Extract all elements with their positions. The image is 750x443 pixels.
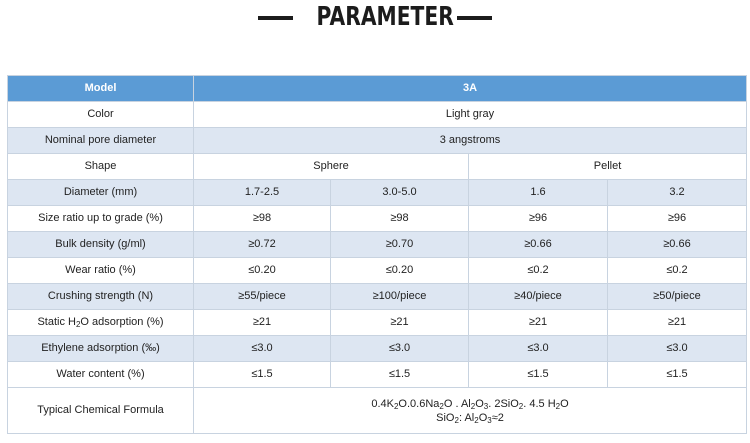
formula-part: 0.4K [371, 397, 394, 410]
formula-line-1 [194, 397, 746, 411]
formula-part: . 4.5 H [523, 397, 556, 410]
formula-subscript: 2 [474, 415, 479, 425]
cell-value: ≥21 [194, 310, 331, 336]
row-value: 3 angstroms [194, 128, 747, 154]
cell-value: ≥96 [608, 206, 747, 232]
table-row-water-content [8, 362, 747, 388]
formula-part: O [475, 397, 484, 410]
cell-value: ≤3.0 [194, 336, 331, 362]
cell-value: ≥0.66 [469, 232, 608, 258]
row-label: Nominal pore diameter [8, 128, 194, 154]
shape-sphere: Sphere [194, 154, 469, 180]
formula-subscript: 3 [487, 415, 492, 425]
cell-value: ≤1.5 [331, 362, 469, 388]
row-label: Size ratio up to grade (%) [8, 206, 194, 232]
model-header-value: 3A [194, 76, 747, 102]
table-row-shape [8, 154, 747, 180]
parameter-table [7, 75, 747, 434]
table-row-diameter [8, 180, 747, 206]
page-heading [0, 0, 750, 40]
formula-part: O [560, 397, 569, 410]
cell-value: ≤0.2 [608, 258, 747, 284]
formula-subscript: 2 [555, 401, 561, 411]
cell-value: ≥100/piece [331, 284, 469, 310]
cell-value: ≤0.2 [469, 258, 608, 284]
row-label: Crushing strength (N) [8, 284, 194, 310]
formula-part: : Al [458, 411, 475, 424]
cell-value: ≥21 [608, 310, 747, 336]
row-label: Water content (%) [8, 362, 194, 388]
cell-value: ≤1.5 [194, 362, 331, 388]
label-subscript: 2 [75, 320, 81, 329]
table-header-row [8, 76, 747, 102]
cell-value: ≥0.70 [331, 232, 469, 258]
formula-subscript: 3 [483, 401, 489, 411]
row-label: Color [8, 102, 194, 128]
formula-part: SiO [436, 411, 455, 424]
label-part: O adsorption (%) [80, 316, 164, 328]
row-label: Bulk density (g/ml) [8, 232, 194, 258]
cell-value: 1.7-2.5 [194, 180, 331, 206]
table-row-crushing-strength [8, 284, 747, 310]
formula-part: ≈2 [491, 411, 504, 424]
table-row-ethylene [8, 336, 747, 362]
table-row-static-h2o [8, 310, 747, 336]
cell-value: 3.2 [608, 180, 747, 206]
cell-value: ≥21 [331, 310, 469, 336]
cell-value: ≥55/piece [194, 284, 331, 310]
row-label: Diameter (mm) [8, 180, 194, 206]
table-row-wear-ratio [8, 258, 747, 284]
cell-value: 1.6 [469, 180, 608, 206]
table-row-pore-diameter [8, 128, 747, 154]
formula-subscript: 2 [393, 401, 399, 411]
row-label: Typical Chemical Formula [8, 388, 194, 434]
formula-subscript: 2 [454, 415, 459, 425]
cell-value: ≤1.5 [469, 362, 608, 388]
table-row-color [8, 102, 747, 128]
page-title: PARAMETER [316, 2, 454, 32]
formula-part: O.0.6Na [398, 397, 440, 410]
heading-right-bar [457, 16, 492, 20]
formula-subscript: 2 [439, 401, 444, 411]
row-label: Wear ratio (%) [8, 258, 194, 284]
table-row-size-ratio [8, 206, 747, 232]
cell-value: ≥0.72 [194, 232, 331, 258]
cell-value: ≤3.0 [608, 336, 747, 362]
cell-value: ≤1.5 [608, 362, 747, 388]
row-label [8, 310, 194, 336]
formula-part: . 2SiO [488, 397, 519, 410]
row-value: Light gray [194, 102, 747, 128]
label-part: Static H [37, 316, 76, 328]
cell-value: ≥40/piece [469, 284, 608, 310]
table-row-formula [8, 388, 747, 434]
heading-left-bar [258, 16, 293, 20]
cell-value: ≥0.66 [608, 232, 747, 258]
shape-pellet: Pellet [469, 154, 747, 180]
row-label: Ethylene adsorption (‰) [8, 336, 194, 362]
cell-value: ≤0.20 [194, 258, 331, 284]
formula-subscript: 2 [470, 401, 476, 411]
formula-part: O [478, 411, 488, 424]
cell-value: ≥21 [469, 310, 608, 336]
cell-value: ≥50/piece [608, 284, 747, 310]
cell-value: ≥96 [469, 206, 608, 232]
formula-cell [194, 388, 747, 434]
formula-part: O . Al [443, 397, 471, 410]
cell-value: ≤3.0 [469, 336, 608, 362]
formula-line-2 [194, 411, 746, 425]
cell-value: ≥98 [194, 206, 331, 232]
formula-subscript: 2 [518, 401, 524, 411]
model-header-label: Model [8, 76, 194, 102]
cell-value: ≤0.20 [331, 258, 469, 284]
row-label: Shape [8, 154, 194, 180]
cell-value: ≤3.0 [331, 336, 469, 362]
table-row-bulk-density [8, 232, 747, 258]
cell-value: ≥98 [331, 206, 469, 232]
cell-value: 3.0-5.0 [331, 180, 469, 206]
